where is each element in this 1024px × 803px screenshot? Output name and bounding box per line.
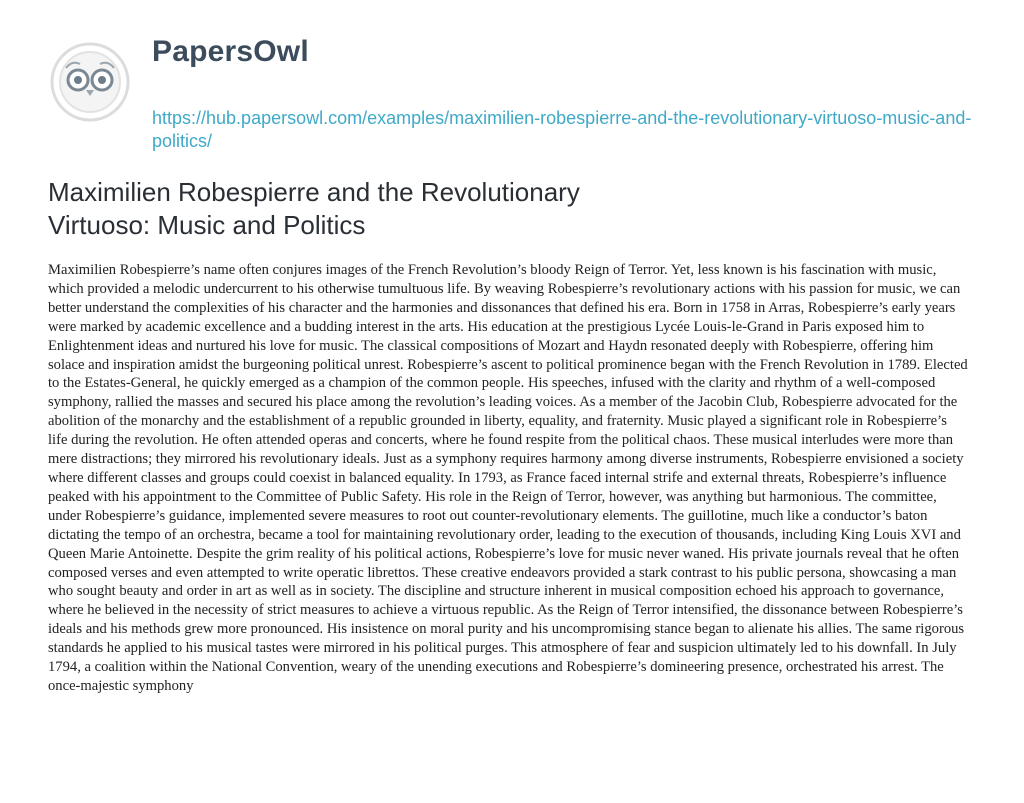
page-header: [48, 34, 988, 154]
source-url-link[interactable]: https://hub.papersowl.com/examples/maximilien-robespierre-and-the-revolutionary-virtuoso-music-and-politics/: [152, 108, 972, 151]
owl-logo-icon: [48, 38, 132, 122]
article-body: Maximilien Robespierre’s name often conjures images of the French Revolution’s bloody Reign of Terror. Yet, less known is his fascination with music, which provided a melodic undercurrent to his otherwise tumultuous life. By weaving Robespierre’s revolutionary actions with his passion for music, we can better understand the complexities of his character and the harmonies and dissonances that defined his era. Born in 1758 in Arras, Robespierre’s early years were marked by academic excellence and a budding interest in the arts. His education at the prestigious Lycée Louis-le-Grand in Paris exposed him to Enlightenment ideas and nurtured his love for music. The classical compositions of Mozart and Haydn resonated deeply with Robespierre, offering him solace and inspiration amidst the burgeoning political unrest. Robespierre’s ascent to political prominence began with the French Revolution in 1789. Elected to the Estates-General, he quickly emerged as a champion of the common people. His speeches, infused with the clarity and rhythm of a well-composed symphony, rallied the masses and secured his place among the revolution’s leading voices. As a member of the Jacobin Club, Robespierre advocated for the abolition of the monarchy and the establishment of a republic grounded in liberty, equality, and fraternity. Music played a significant role in Robespierre’s life during the revolution. He often attended operas and concerts, where he found respite from the political chaos. These musical interludes were more than mere distractions; they mirrored his revolutionary ideals. Just as a symphony requires harmony among diverse instruments, Robespierre envisioned a society where different classes and groups could coexist in balanced equality. In 1793, as France faced internal strife and external threats, Robespierre’s influence peaked with his appointment to the Committee of Public Safety. His role in the Reign of Terror, however, was anything but harmonious. The committee, under Robespierre’s guidance, implemented severe measures to root out counter-revolutionary elements. The guillotine, much like a conductor’s baton dictating the tempo of an orchestra, became a tool for maintaining revolutionary order, leading to the execution of thousands, including King Louis XVI and Queen Marie Antoinette. Despite the grim reality of his political actions, Robespierre’s love for music never waned. His private journals reveal that he often composed verses and even attempted to write operatic librettos. These creative endeavors provided a stark contrast to his public persona, showcasing a man who sought beauty and order in art as well as in society. The discipline and structure inherent in musical composition echoed his approach to governance, where he believed in the necessity of strict measures to achieve a virtuous republic. As the Reign of Terror intensified, the dissonance between Robespierre’s ideals and his methods grew more pronounced. His insistence on moral purity and his uncompromising stance began to alienate his allies. The same rigorous standards he applied to his musical tastes were mirrored in his political purges. This atmosphere of fear and suspicion ultimately led to his downfall. In July 1794, a coalition within the National Convention, weary of the unending executions and Robespierre’s domineering presence, orchestrated his arrest. The once-majestic symphony: [48, 262, 968, 694]
brand-name: PapersOwl: [152, 35, 309, 68]
article-title: Maximilien Robespierre and the Revolutionary Virtuoso: Music and Politics: [48, 177, 580, 240]
